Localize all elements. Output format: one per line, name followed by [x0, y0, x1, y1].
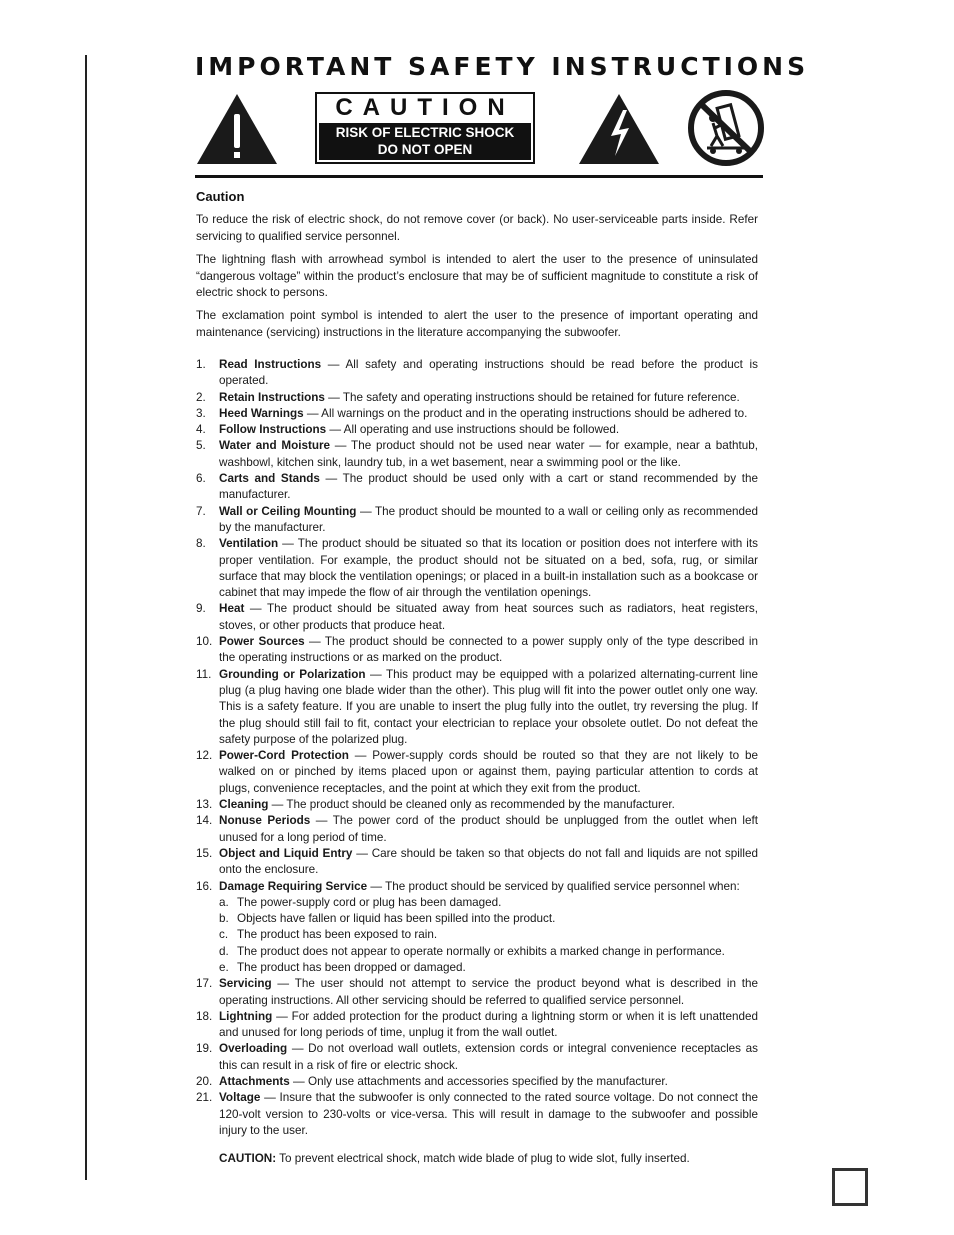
instruction-item	[196, 1090, 758, 1139]
instruction-label: Heat	[219, 602, 245, 616]
instruction-body	[219, 471, 758, 504]
instruction-number: 3.	[196, 406, 206, 420]
instruction-body	[219, 846, 758, 879]
instruction-number: 13.	[196, 798, 213, 812]
header-divider	[195, 175, 763, 178]
damage-subitem	[196, 911, 758, 927]
instruction-label: Cleaning	[219, 798, 269, 812]
instruction-number: 20.	[196, 1075, 213, 1089]
instruction-body	[219, 536, 758, 601]
instruction-number: 18.	[196, 1009, 213, 1023]
instruction-item	[196, 390, 758, 406]
instruction-text: — Power-supply cords should be routed so that they are not likely to be walked on or pinched by items placed upon or against them, paying particular attention to cords at plugs, convenience receptacles, and the point at which they exit from the product.	[219, 749, 759, 795]
safety-instructions-list	[196, 357, 758, 1139]
instruction-item	[196, 536, 758, 601]
instruction-label: Damage Requiring Service	[219, 879, 368, 893]
instruction-label: Carts and Stands	[219, 472, 320, 486]
instruction-text: — Do not overload wall outlets, extension cords or integral convenience receptacles as this can result in a risk of fire or electric shock.	[219, 1042, 758, 1072]
warning-icon-row	[195, 88, 765, 168]
subitem-text: The product does not appear to operate normally or exhibits a marked change in performance.	[237, 944, 725, 958]
instruction-body	[219, 1009, 758, 1042]
instruction-number: 21.	[196, 1091, 213, 1105]
subitem-text: The product has been exposed to rain.	[237, 928, 438, 942]
instruction-number: 11.	[196, 667, 212, 681]
subitem-letter: d.	[219, 944, 229, 958]
instruction-text: — Care should be taken so that objects do not fall and liquids are not spilled onto the enclosure.	[219, 846, 758, 877]
instruction-number: 9.	[196, 602, 206, 616]
instruction-text: — All safety and operating instructions should be read before the product is operated.	[219, 358, 758, 388]
instruction-item	[196, 797, 758, 813]
instruction-item	[196, 504, 758, 537]
instruction-item	[196, 601, 758, 634]
instruction-body	[219, 406, 758, 422]
footer-caution-text: To prevent electrical shock, match wide blade of plug to wide slot, fully inserted.	[276, 1152, 690, 1165]
caution-line-2: DO NOT OPEN	[377, 142, 473, 157]
instruction-label: Ventilation	[219, 537, 279, 551]
instruction-body	[219, 634, 758, 667]
instruction-number: 5.	[196, 439, 206, 453]
no-cart-tipover-icon	[687, 88, 765, 168]
instruction-item	[196, 667, 758, 748]
instruction-number: 14.	[196, 814, 213, 828]
subitem-letter: e.	[219, 960, 229, 974]
instruction-item	[196, 846, 758, 879]
instruction-text: — Insure that the subwoofer is only connected to the rated source voltage. Do not connect the 120-volt version to 230-volts or vice-versa. This will result in damage to the subwoofer and possible injury to the user.	[219, 1091, 758, 1137]
instruction-text: — The product should not be used near water — for example, near a bathtub, washbowl, kitchen sink, laundry tub, in a wet basement, near a swimming pool or the like.	[219, 439, 758, 469]
instruction-text: — The user should not attempt to service the product beyond what is described in the operating instructions. All other servicing should be referred to qualified service personnel.	[219, 977, 758, 1007]
instruction-body	[219, 813, 758, 846]
instruction-text: — All warnings on the product and in the operating instructions should be adhered to.	[303, 406, 748, 420]
instruction-text: — The product should be serviced by qualified service personnel when:	[367, 879, 740, 893]
instruction-label: Read Instructions	[219, 358, 322, 371]
instruction-body	[219, 667, 758, 748]
subitem-letter: c.	[219, 928, 229, 942]
instruction-number: 7.	[196, 504, 206, 518]
caution-line-1: RISK OF ELECTRIC SHOCK	[335, 125, 515, 140]
instruction-label: Nonuse Periods	[219, 814, 311, 828]
instruction-body	[219, 1041, 758, 1074]
section-heading: Caution	[196, 189, 245, 204]
instruction-label: Water and Moisture	[219, 439, 331, 453]
instruction-text: — The product should be connected to a power supply only of the type described in the operating instructions or as marked on the product.	[219, 635, 758, 665]
instruction-label: Object and Liquid Entry	[219, 846, 353, 860]
subitem-text: The product has been dropped or damaged.	[237, 960, 466, 974]
instruction-label: Power-Cord Protection	[219, 749, 349, 763]
instruction-number: 12.	[196, 749, 213, 763]
instruction-body	[219, 504, 758, 537]
instruction-item	[196, 1009, 758, 1042]
subitem-text: Objects have fallen or liquid has been spilled into the product.	[237, 912, 556, 926]
instruction-number: 17.	[196, 977, 213, 991]
damage-subitem	[196, 895, 758, 911]
caution-paragraph-1: To reduce the risk of electric shock, do not remove cover (or back). No user-serviceable parts inside. Refer servicing to qualified service personnel.	[196, 213, 758, 243]
page-number-box	[832, 1168, 868, 1206]
instruction-item	[196, 1074, 758, 1090]
instruction-text: — The product should be used only with a cart or stand recommended by the manufacturer.	[219, 472, 758, 502]
subitem-letter: b.	[219, 912, 229, 926]
instruction-number: 8.	[196, 537, 206, 551]
damage-subitem	[196, 944, 758, 960]
instruction-label: Overloading	[219, 1042, 288, 1056]
instruction-label: Wall or Ceiling Mounting	[219, 504, 357, 518]
instruction-label: Attachments	[219, 1075, 290, 1089]
instruction-text: — The safety and operating instructions should be retained for future reference.	[324, 390, 740, 404]
instruction-body	[219, 422, 758, 438]
instruction-label: Grounding or Polarization	[219, 667, 366, 681]
caution-word: CAUTION	[335, 94, 515, 121]
instruction-number: 4.	[196, 423, 206, 437]
instruction-item	[196, 976, 758, 1009]
caution-paragraph-3: The exclamation point symbol is intended to alert the user to the presence of important operating and maintenance (servicing) instructions in the literature accompanying the subwoofer.	[196, 309, 758, 339]
caution-paragraph-2: The lightning flash with arrowhead symbol is intended to alert the user to the presence of uninsulated “dangerous voltage” within the product’s enclosure that may be of sufficient magnitude to constitute a risk of electric shock to persons.	[196, 253, 758, 299]
instruction-number: 15.	[196, 846, 213, 860]
instruction-number: 1.	[196, 358, 206, 371]
instruction-item	[196, 438, 758, 471]
instruction-item	[196, 422, 758, 438]
instruction-item	[196, 634, 758, 667]
instruction-body	[219, 879, 758, 895]
instruction-text: — This product may be equipped with a polarized alternating-current line plug (a plug having one blade wider than the other). This plug will fit into the power outlet only one way. This is a safety feature. If you are unable to insert the plug fully into the outlet, try reversing the plug. If the plug should still fail to fit, contact your electrician to replace your obsolete outlet. Do not defeat the safety purpose of the polarized plug.	[219, 667, 758, 746]
instruction-text: — The product should be mounted to a wall or ceiling only as recommended by the manufacturer.	[219, 504, 758, 534]
instruction-number: 19.	[196, 1042, 213, 1056]
instruction-body	[219, 797, 758, 813]
instruction-label: Lightning	[219, 1009, 273, 1023]
instruction-text: — For added protection for the product during a lightning storm or when it is left unattended and unused for long periods of time, unplug it from the wall outlet.	[219, 1009, 758, 1040]
subitem-letter: a.	[219, 895, 229, 909]
footer-caution	[219, 1152, 690, 1165]
instruction-body	[219, 976, 758, 1009]
instruction-item	[196, 1041, 758, 1074]
instruction-item	[196, 471, 758, 504]
instruction-text: — The power cord of the product should be unplugged from the outlet when left unused for a long period of time.	[219, 814, 758, 844]
instruction-text: — The product should be situated away from heat sources such as radiators, heat registers, stoves, or other products that produce heat.	[219, 602, 758, 632]
instruction-body	[219, 601, 758, 634]
instruction-text: — Only use attachments and accessories specified by the manufacturer.	[289, 1075, 668, 1089]
instruction-text: — All operating and use instructions should be followed.	[326, 423, 620, 437]
instruction-number: 16.	[196, 879, 213, 893]
page-title: IMPORTANT SAFETY INSTRUCTIONS	[195, 52, 810, 81]
instruction-item	[196, 813, 758, 846]
damage-subitem	[196, 960, 758, 976]
instruction-body	[219, 1090, 758, 1139]
instruction-label: Retain Instructions	[219, 390, 325, 404]
instruction-label: Voltage	[219, 1091, 261, 1105]
damage-subitem	[196, 927, 758, 943]
exclamation-triangle-icon	[195, 92, 279, 166]
instruction-text: — The product should be situated so that its location or position does not interfere with its proper ventilation. For example, the product should not be situated on a bed, sofa, rug, or similar surface that may block the ventilation openings; or placed in a built-in installation such as a bookcase or cabinet that may impede the flow of air through the ventilation openings.	[219, 537, 758, 600]
instruction-label: Follow Instructions	[219, 423, 327, 437]
instruction-body	[219, 1074, 758, 1090]
lightning-triangle-icon	[577, 92, 661, 166]
instruction-body	[219, 748, 758, 797]
instruction-label: Servicing	[219, 977, 272, 991]
instruction-number: 2.	[196, 390, 206, 404]
subitem-text: The power-supply cord or plug has been damaged.	[237, 895, 502, 909]
left-margin-rule	[85, 55, 87, 1180]
instruction-number: 10.	[196, 635, 213, 649]
caution-warning-band	[319, 123, 531, 160]
instruction-label: Power Sources	[219, 635, 305, 649]
instruction-body	[219, 438, 758, 471]
instruction-text: — The product should be cleaned only as recommended by the manufacturer.	[268, 798, 675, 812]
instruction-number: 6.	[196, 472, 206, 486]
caution-label-box	[315, 92, 535, 164]
instruction-item	[196, 748, 758, 797]
instruction-body	[219, 390, 758, 406]
instruction-label: Heed Warnings	[219, 406, 304, 420]
instruction-item	[196, 406, 758, 422]
instruction-body	[219, 357, 758, 390]
instruction-item	[196, 357, 758, 390]
footer-caution-label: CAUTION:	[219, 1152, 277, 1165]
instruction-item	[196, 879, 758, 895]
